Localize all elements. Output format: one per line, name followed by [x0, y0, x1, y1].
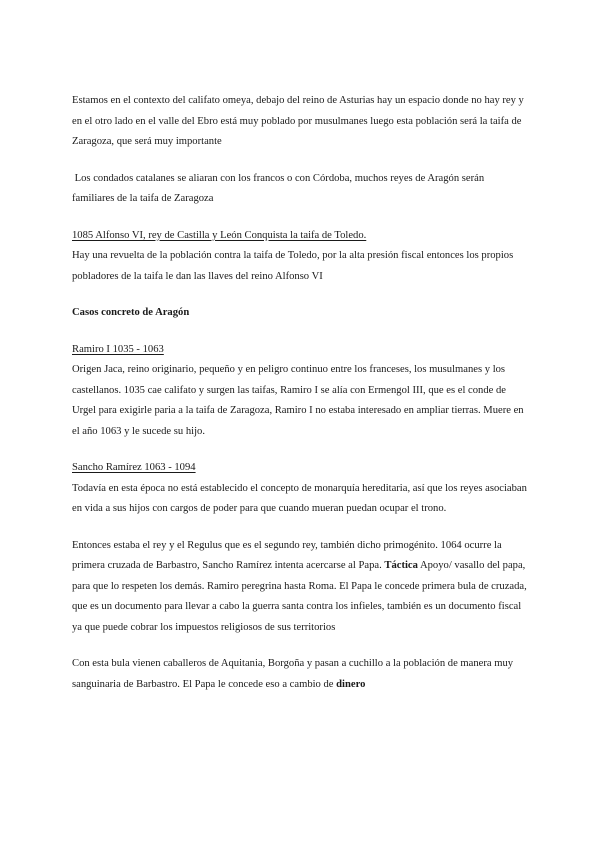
paragraph-condados-text: Los condados catalanes se aliaran con los francos o con Córdoba, muchos reyes de Aragón serán familiares de la taifa de Zaragoza — [72, 172, 487, 204]
paragraph-condados — [72, 169, 528, 210]
heading-ramiro: Ramiro I 1035 - 1063 — [72, 343, 164, 355]
document-page — [72, 91, 528, 695]
paragraph-bula — [72, 654, 528, 695]
paragraph-califato: Estamos en el contexto del califato omeya, debajo del reino de Asturias hay un espacio donde no hay rey y en el otro lado en el valle del Ebro está muy poblado por musulmanes luego esta población será la taifa de Zaragoza, que será muy importante — [72, 95, 524, 147]
paragraph-entonces — [72, 536, 528, 639]
paragraph-ramiro — [72, 340, 528, 443]
dinero-bold: dinero — [336, 678, 366, 690]
paragraph-bula-part1: Con esta bula vienen caballeros de Aquitania, Borgoña y pasan a cuchillo a la población de manera muy sanguinaria de Barbastro. El Papa le concede eso a cambio de — [72, 658, 514, 690]
paragraph-entonces-part2: Apoyo/ vasallo del papa, para que lo respeten los demás. Ramiro peregrina hasta Roma. El Papa le concede primera bula de cruzada, que es un documento para llevar a cabo la guerra santa contra los infieles, también es un documento fiscal ya que puede cobrar los impuestos religiosos de sus territorios — [72, 560, 527, 633]
paragraph-sancho — [72, 458, 528, 520]
paragraph-gap — [72, 210, 528, 226]
paragraph-gap — [72, 153, 528, 169]
paragraph-gap — [72, 638, 528, 654]
heading-alfonso: 1085 Alfonso VI, rey de Castilla y León Conquista la taifa de Toledo. — [72, 229, 367, 241]
paragraph-gap — [72, 442, 528, 458]
paragraph-gap — [72, 520, 528, 536]
paragraph-entonces-part1: Entonces estaba el rey y el Regulus que es el segundo rey, también dicho primogénito. 1064 ocurre la primera cruzada de Barbastro, Sancho Ramírez intenta acercarse al Papa. — [72, 539, 502, 571]
heading-sancho: Sancho Ramírez 1063 - 1094 — [72, 462, 196, 473]
paragraph-sancho-body: Todavía en esta época no está establecido el concepto de monarquía hereditaria, así que los reyes asociaban en vida a sus hijos con cargos de poder para que cuando mueran puedan ocupar el trono. — [72, 482, 527, 514]
paragraph-gap — [72, 287, 528, 303]
paragraph-alfonso — [72, 226, 528, 288]
paragraph-alfonso-body: Hay una revuelta de la población contra la taifa de Toledo, por la alta presión fiscal entonces los propios pobladores de la taifa le dan las llaves del reino Alfonso VI — [72, 250, 514, 282]
paragraph-ramiro-body: Origen Jaca, reino originario, pequeño y en peligro continuo entre los franceses, los musulmanes y los castellanos. 1035 cae califato y surgen las taifas, Ramiro I se alía con Ermengol III, que es el conde de Urgel para exigirle paria a la taifa de Zaragoza, Ramiro I no estaba interesado en ampliar tierras. Muere en el año 1063 y le sucede su hijo. — [72, 364, 524, 437]
paragraph-gap — [72, 324, 528, 340]
tactica-bold: Táctica — [384, 560, 418, 571]
section-title: Casos concreto de Aragón — [72, 307, 190, 318]
